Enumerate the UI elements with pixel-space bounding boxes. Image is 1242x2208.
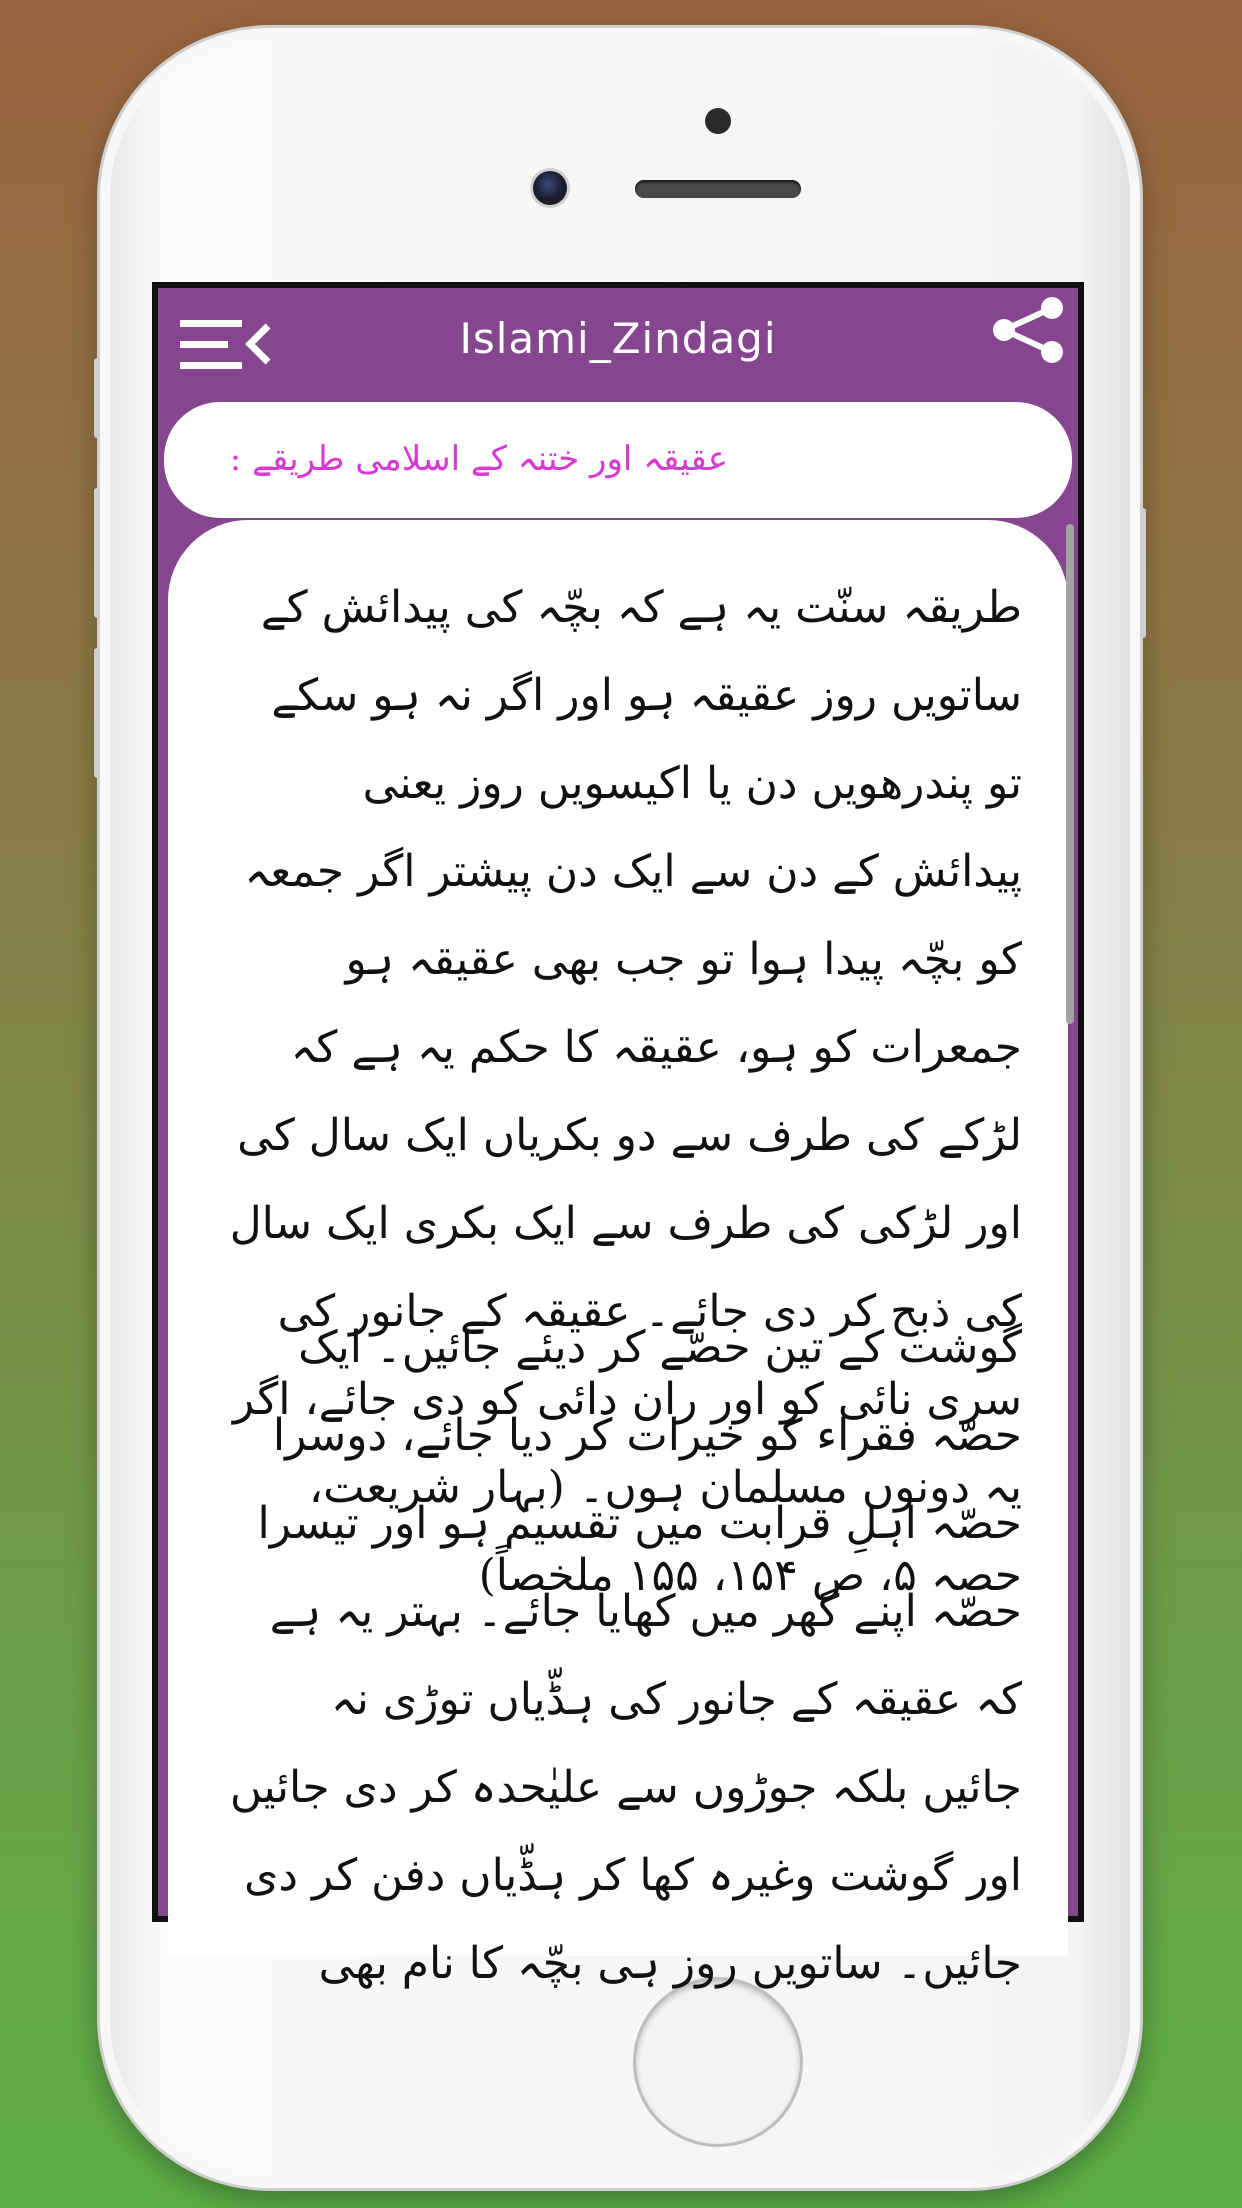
article-paragraph-1: طریقہ سنّت یہ ہے کہ بچّہ کی پیدائش کے ساتویں روز عقیقہ ہو اور اگر نہ ہو سکے تو پندرھویں دن یا اکیسویں روز یعنی پیدائش کے دن سے ایک دن پیشتر اگر جمعہ کو بچّہ پیدا ہوا تو جب بھی عقیقہ ہو جمعرات کو ہو، عقیقہ کا حکم یہ ہے کہ لڑکے کی طرف سے دو بکریاں ایک سال کی اور لڑکی کی طرف سے ایک بکری ایک سال کی ذبح کر دی جائے۔ عقیقہ کے جانور کی سری نائی کو اور ران دائی کو دی جائے، اگر یہ دونوں مسلمان ہوں۔ (بہار شریعت، حصہ ۵، ص ۱۵۴، ۱۵۵ ملخصاً)	[229, 582, 1022, 1601]
volume-up-button	[94, 488, 100, 618]
menu-collapse-icon[interactable]	[180, 318, 276, 372]
heading-card	[164, 402, 1072, 518]
share-icon[interactable]	[990, 296, 1070, 366]
app-title: Islami_Zindagi	[459, 314, 777, 363]
article-body[interactable]	[168, 520, 1068, 1989]
front-camera	[533, 171, 567, 205]
power-button	[1140, 508, 1146, 638]
app-window	[158, 288, 1078, 1989]
article-paragraph-2: گوشت کے تین حصّے کر دیئے جائیں۔ ایک حصّہ فقراء کو خیرات کر دیا جائے، دوسرا حصّہ اہلِ قرابت میں تقسیم ہو اور تیسرا حصّہ اپنے گھر میں کھایا جائے۔ بہتر یہ ہے کہ عقیقہ کے جانور کی ہڈّیاں توڑی نہ جائیں بلکہ جوڑوں سے علیٰحدہ کر دی جائیں اور گوشت وغیرہ کھا کر ہڈّیاں دفن کر دی جائیں۔ ساتویں روز ہی بچّہ کا نام بھی	[229, 1322, 1022, 1989]
proximity-sensor	[705, 108, 731, 134]
volume-down-button	[94, 648, 100, 778]
article-heading: عقیقہ اور ختنہ کے اسلامی طریقے :	[229, 439, 728, 479]
app-bar	[158, 288, 1078, 398]
earpiece-speaker	[635, 180, 801, 198]
phone-screen	[152, 282, 1084, 1989]
side-button	[94, 358, 100, 438]
scrollbar[interactable]	[1066, 524, 1074, 1024]
